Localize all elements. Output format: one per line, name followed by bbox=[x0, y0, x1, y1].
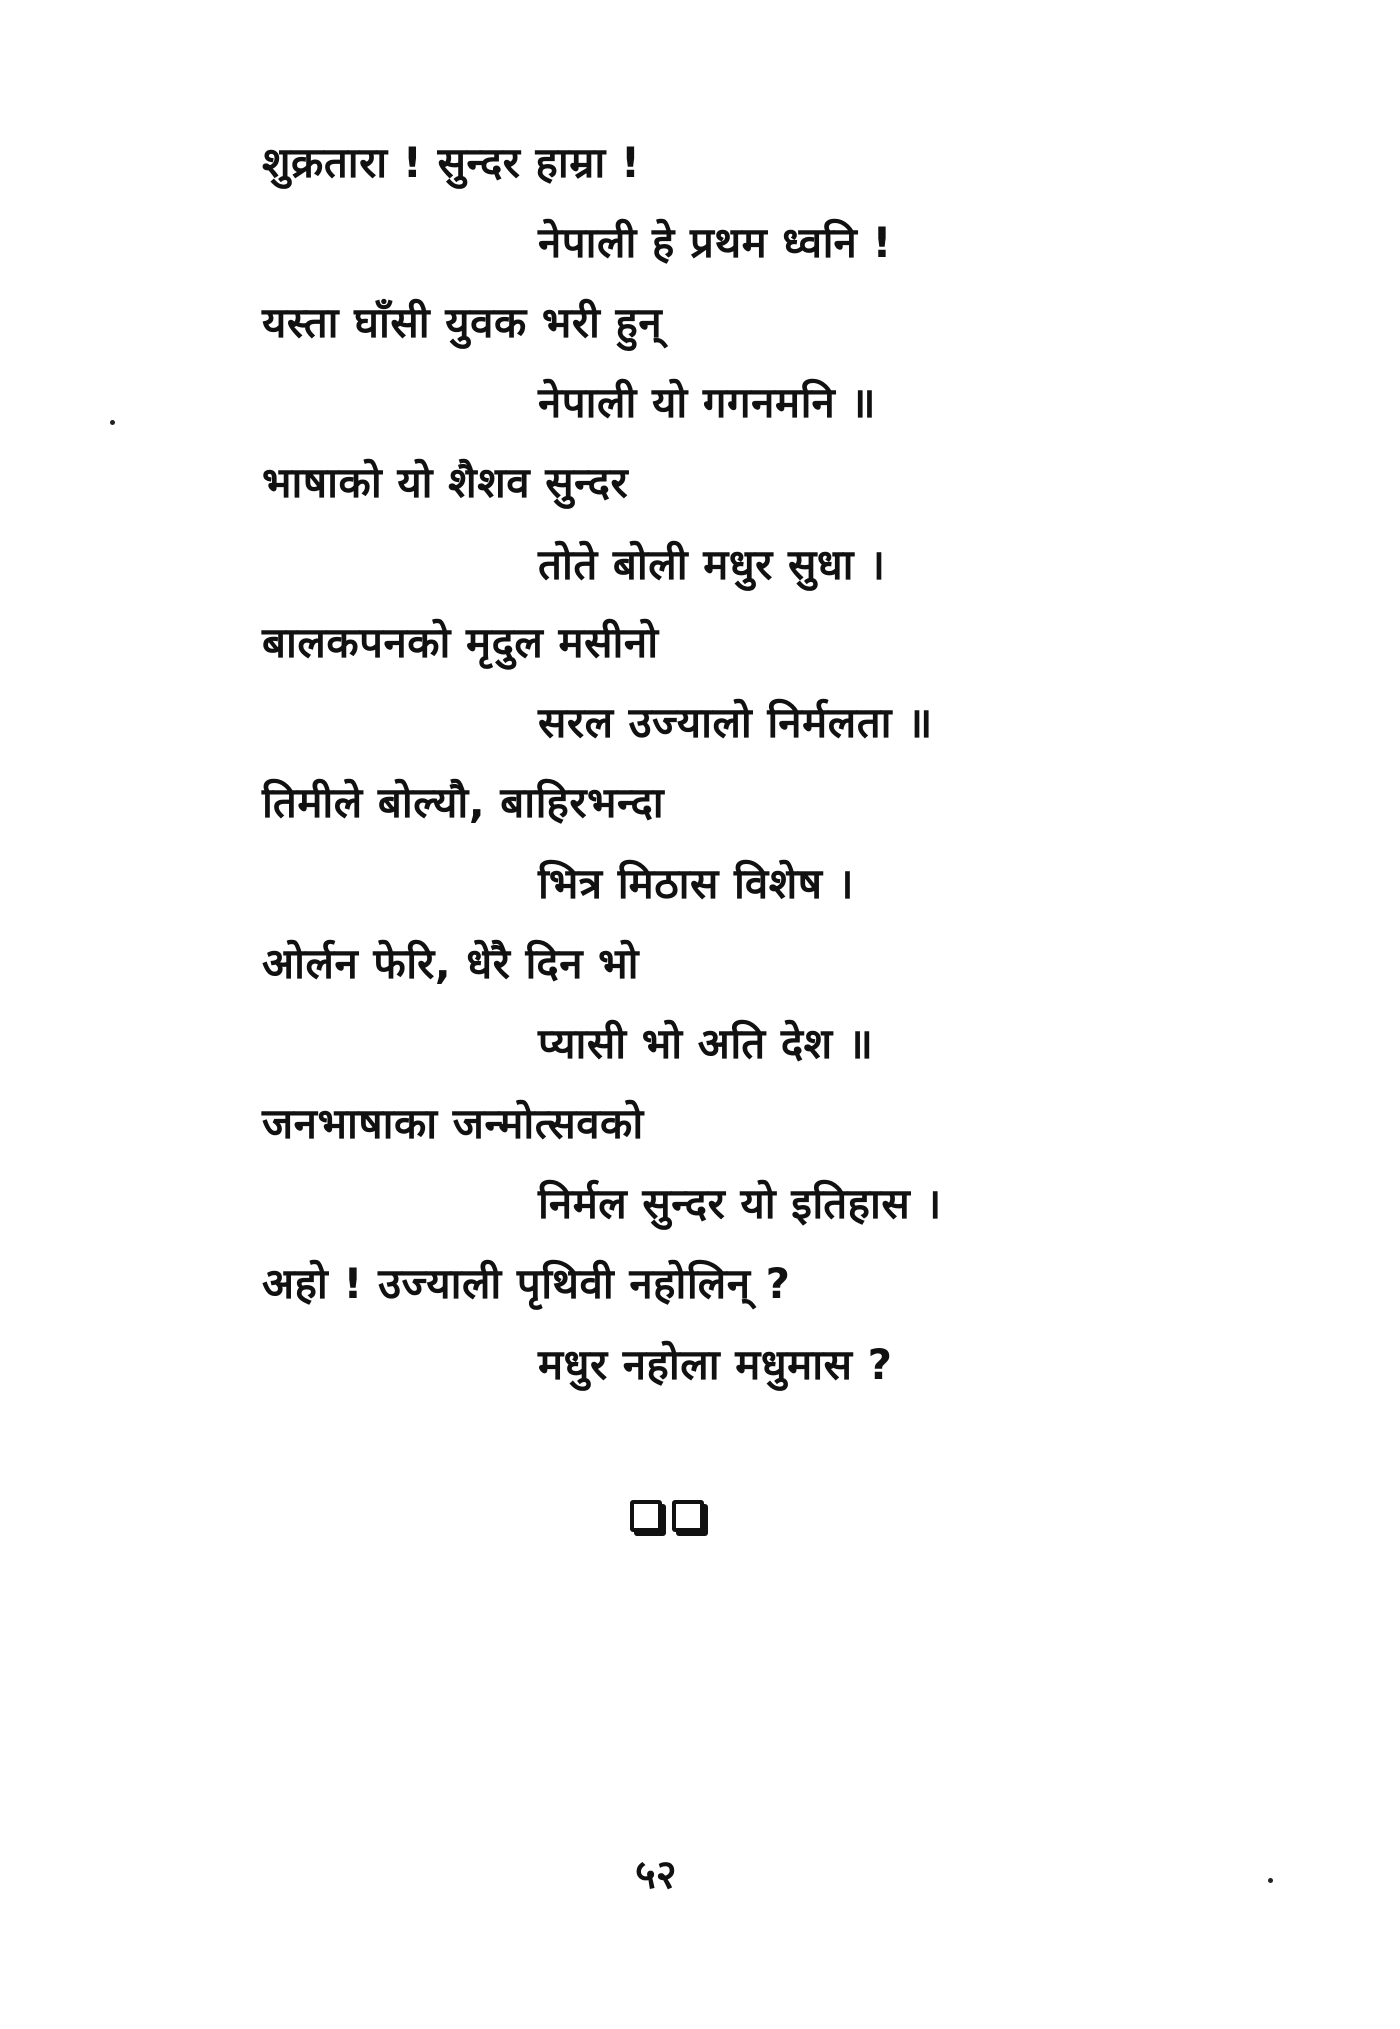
poem-line: अहो ! उज्याली पृथिवी नहोलिन् ? bbox=[262, 1259, 791, 1308]
scan-speck bbox=[110, 420, 115, 425]
poem-line: भाषाको यो शैशव सुन्दर bbox=[262, 458, 629, 507]
poem-line: यस्ता घाँसी युवक भरी हुन् bbox=[262, 298, 663, 347]
page-number: ५२ bbox=[635, 1852, 677, 1898]
poem-line: भित्र मिठास विशेष । bbox=[538, 859, 855, 908]
poem-line: मधुर नहोला मधुमास ? bbox=[538, 1340, 893, 1389]
poem-line: नेपाली यो गगनमनि ॥ bbox=[538, 378, 877, 427]
poem-line: तोते बोली मधुर सुधा । bbox=[538, 540, 886, 589]
poem-line: नेपाली हे प्रथम ध्वनि ! bbox=[538, 218, 893, 267]
double-box-ornament-icon bbox=[630, 1500, 704, 1532]
poem-line: तिमीले बोल्यौ, बाहिरभन्दा bbox=[262, 778, 665, 827]
poem-line: शुक्रतारा ! सुन्दर हाम्रा ! bbox=[262, 138, 641, 187]
poem-line: सरल उज्यालो निर्मलता ॥ bbox=[538, 698, 933, 747]
poem-line: जनभाषाका जन्मोत्सवको bbox=[262, 1099, 644, 1148]
box-icon bbox=[630, 1500, 662, 1532]
poem-line: प्यासी भो अति देश ॥ bbox=[538, 1019, 874, 1068]
scan-speck bbox=[1268, 1878, 1273, 1883]
poem-line: ओर्लन फेरि, धेरै दिन भो bbox=[262, 939, 640, 988]
box-icon bbox=[672, 1500, 704, 1532]
poem-line: निर्मल सुन्दर यो इतिहास । bbox=[538, 1179, 942, 1228]
poem-line: बालकपनको मृदुल मसीनो bbox=[262, 618, 659, 667]
